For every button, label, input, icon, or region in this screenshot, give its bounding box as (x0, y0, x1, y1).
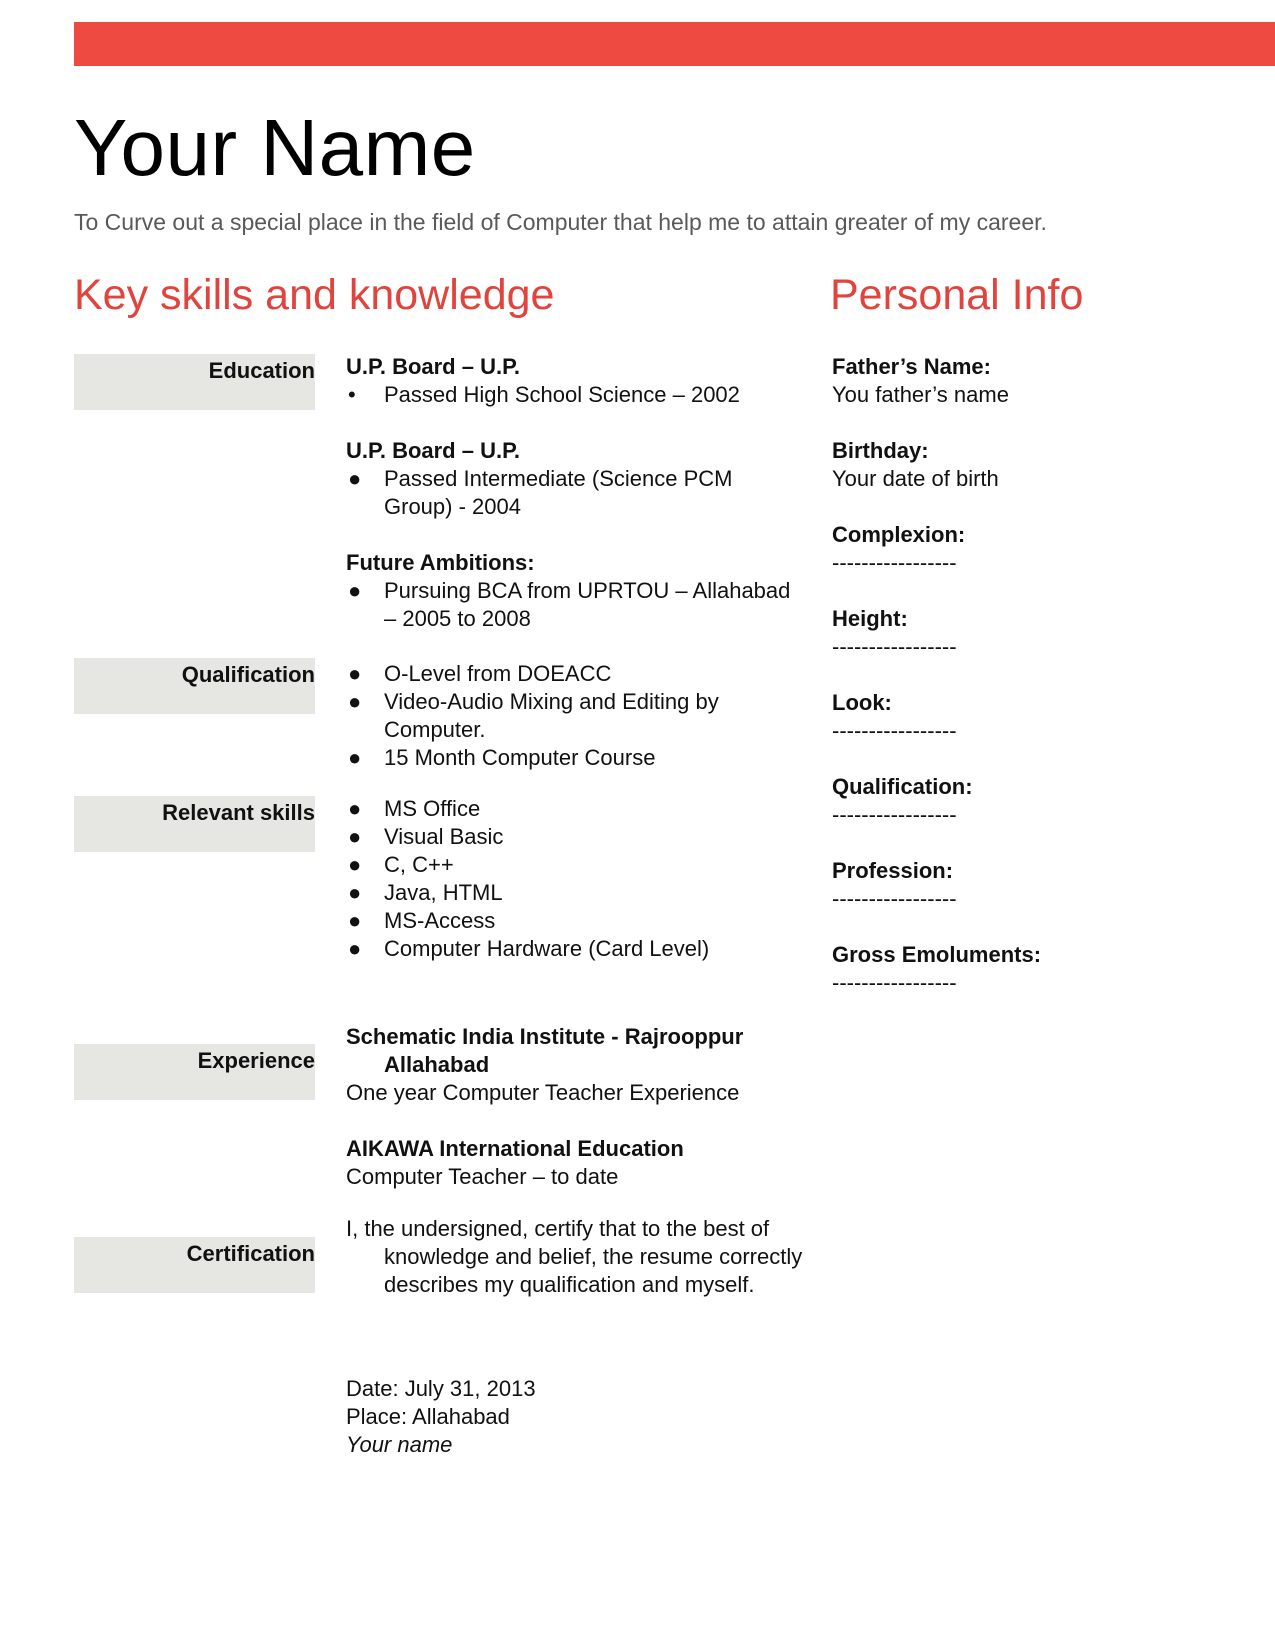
education-label-text: Education (208, 358, 315, 383)
info-field-height: Height: ----------------- (832, 606, 957, 659)
date-line: Date: July 31, 2013 (346, 1376, 536, 1401)
education-list (346, 577, 806, 633)
skills-heading: Key skills and knowledge (74, 271, 555, 319)
info-field-fathers-name: Father’s Name: You father’s name (832, 354, 1009, 407)
qualification-label (74, 658, 315, 714)
experience-content (346, 1023, 806, 1191)
certification-content (346, 1215, 816, 1299)
info-field-complexion: Complexion: ----------------- (832, 522, 966, 575)
experience-org: AIKAWA International Education (346, 1136, 684, 1161)
qualification-label-text: Qualification (181, 662, 315, 687)
personal-info-list (832, 353, 1252, 1025)
personal-info-heading: Personal Info (830, 271, 1084, 319)
experience-label (74, 1044, 315, 1100)
list-item: ● Pursuing BCA from UPRTOU – Allahabad – 2005 to 2008 (348, 578, 791, 631)
relevant-skills-content (346, 795, 806, 963)
education-label (74, 354, 315, 410)
career-objective: To Curve out a special place in the field of Computer that help me to attain greater of my career. (74, 209, 1047, 235)
list-item: ● Visual Basic (348, 824, 504, 849)
list-item: • Passed High School Science – 2002 (348, 382, 740, 407)
qualification-content (346, 660, 806, 772)
certification-label-text: Certification (186, 1241, 315, 1266)
resume-name: Your Name (74, 103, 476, 192)
education-content (346, 353, 806, 633)
signature: Your name (346, 1432, 453, 1457)
list-item: ● MS Office (348, 796, 481, 821)
list-item: ● Video-Audio Mixing and Editing by Computer. (348, 689, 719, 742)
signoff (346, 1375, 806, 1459)
list-item: ● Passed Intermediate (Science PCM Group) - 2004 (348, 466, 733, 519)
relevant-skills-label (74, 796, 315, 852)
list-item: ● Java, HTML (348, 880, 503, 905)
education-list (346, 381, 806, 409)
education-title: U.P. Board – U.P. (346, 438, 521, 463)
relevant-skills-label-text: Relevant skills (162, 800, 315, 825)
experience-role: One year Computer Teacher Experience (346, 1080, 740, 1105)
info-field-qualification: Qualification: ----------------- (832, 774, 973, 827)
list-item: ● O-Level from DOEACC (348, 661, 612, 686)
skills-list (346, 795, 806, 963)
education-title: Future Ambitions: (346, 550, 535, 575)
education-list (346, 465, 806, 521)
experience-org: Schematic India Institute - Rajrooppur Allahabad (346, 1024, 744, 1077)
info-field-look: Look: ----------------- (832, 690, 957, 743)
info-field-birthday: Birthday: Your date of birth (832, 438, 999, 491)
info-field-gross-emoluments: Gross Emoluments: ----------------- (832, 942, 1042, 995)
info-field-profession: Profession: ----------------- (832, 858, 957, 911)
experience-role: Computer Teacher – to date (346, 1164, 619, 1189)
education-title: U.P. Board – U.P. (346, 354, 521, 379)
experience-label-text: Experience (197, 1048, 315, 1073)
list-item: ● C, C++ (348, 852, 454, 877)
certification-text: I, the undersigned, certify that to the best of knowledge and belief, the resume correctly describes my qualification and myself. (346, 1216, 803, 1297)
header-accent-bar (74, 22, 1275, 66)
qualification-list (346, 660, 806, 772)
list-item: ● MS-Access (348, 908, 496, 933)
list-item: ● 15 Month Computer Course (348, 745, 656, 770)
place-line: Place: Allahabad (346, 1404, 510, 1429)
list-item: ● Computer Hardware (Card Level) (348, 936, 710, 961)
certification-label (74, 1237, 315, 1293)
